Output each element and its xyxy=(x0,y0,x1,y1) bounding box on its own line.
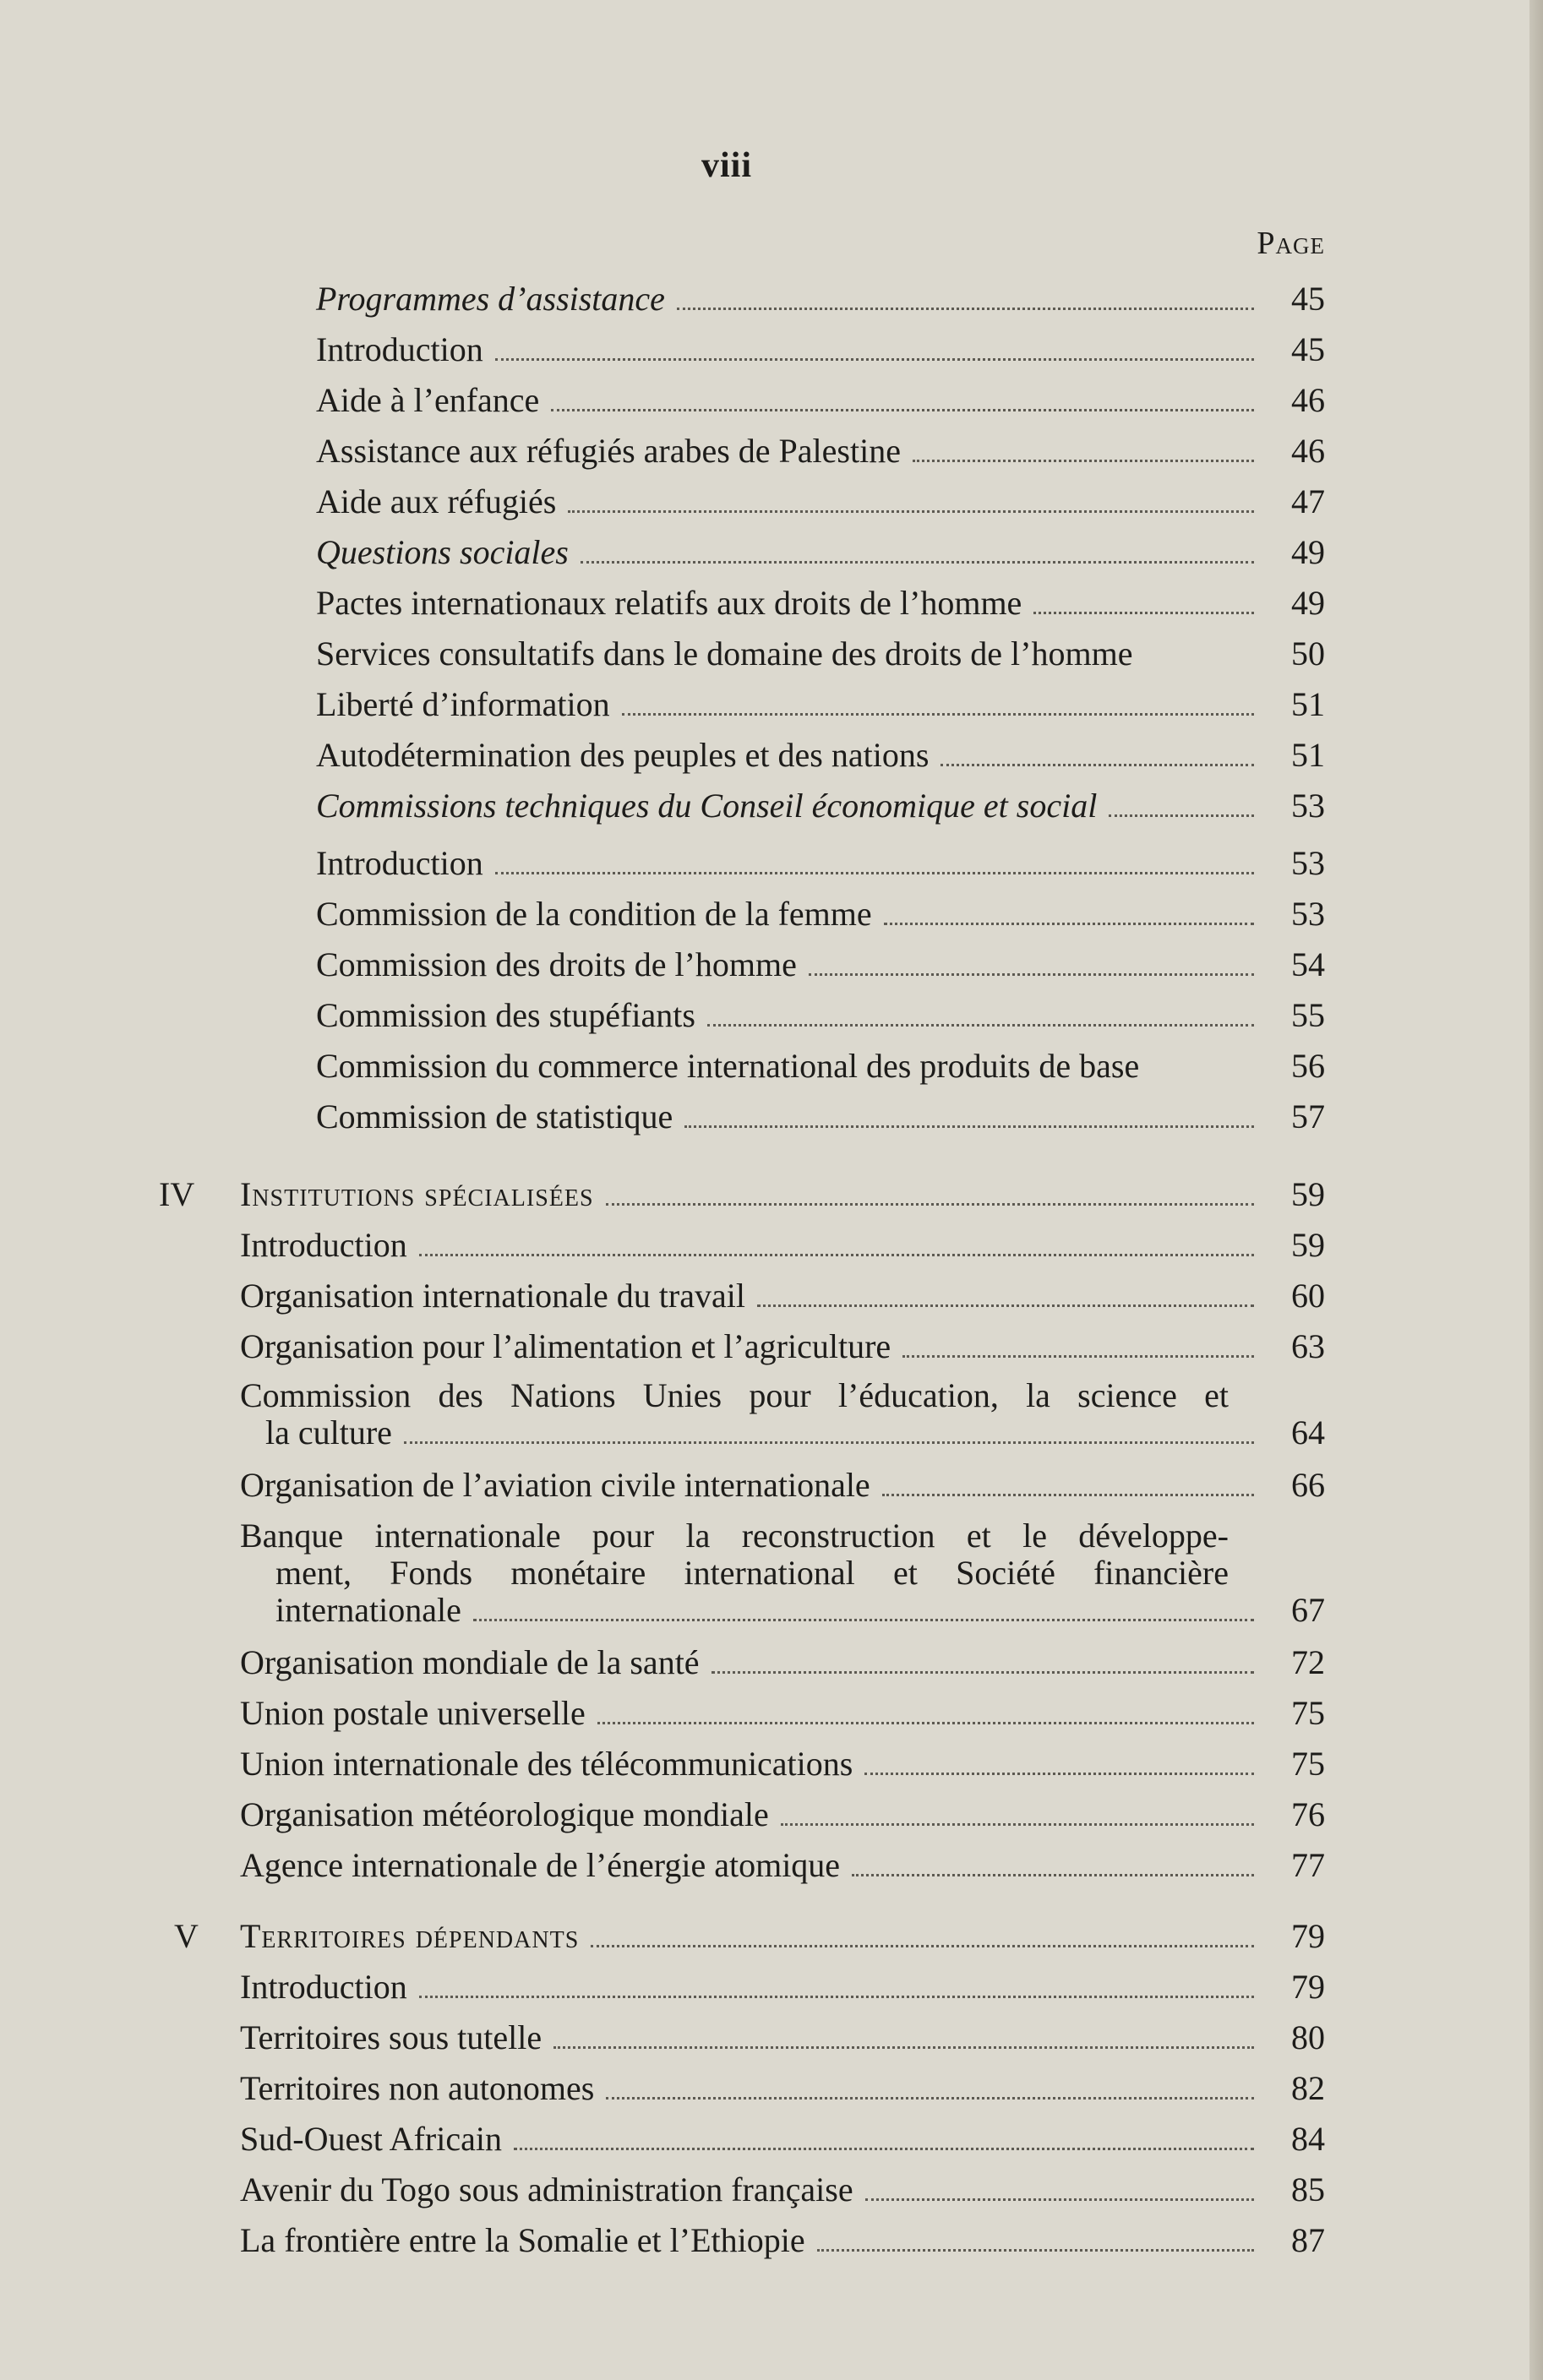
toc-entry-page: 75 xyxy=(1291,1694,1325,1732)
dot-leader xyxy=(622,713,1254,716)
dot-leader xyxy=(677,308,1254,310)
toc-entry-page: 45 xyxy=(1291,280,1325,318)
dot-leader xyxy=(684,1125,1254,1128)
dot-leader xyxy=(852,1874,1254,1876)
toc-entry-page: 87 xyxy=(1291,2221,1325,2259)
toc-entry-line: Banque internationale pour la reconstruction et le développe- xyxy=(240,1517,1229,1555)
toc-entry-title: Commission de la condition de la femme xyxy=(316,895,872,933)
dot-leader xyxy=(495,872,1254,874)
dot-leader xyxy=(865,2198,1254,2201)
toc-entry xyxy=(316,483,1325,520)
toc-entry-title: Aide aux réfugiés xyxy=(316,482,557,520)
toc-entry-page: 46 xyxy=(1291,381,1325,419)
toc-entry-title: Introduction xyxy=(316,330,483,368)
dot-leader xyxy=(514,2148,1254,2150)
toc-entry xyxy=(316,1098,1325,1136)
toc-entry xyxy=(240,1847,1325,1884)
toc-entry xyxy=(240,1467,1325,1504)
toc-entry-title: Commission du commerce international des produits de base xyxy=(316,1047,1140,1085)
toc-entry xyxy=(316,382,1325,419)
chapter-number: V xyxy=(174,1917,199,1955)
toc-entry xyxy=(240,2121,1325,2158)
toc-entry-line: ment, Fonds monétaire international et Société financière xyxy=(275,1554,1229,1592)
chapter-heading xyxy=(240,1176,1325,1213)
toc-entry-page: 79 xyxy=(1291,1968,1325,2006)
toc-entry-page: 49 xyxy=(1291,584,1325,622)
dot-leader xyxy=(941,764,1254,766)
toc-entry-title: Questions sociales xyxy=(316,533,569,571)
toc-entry-title: Commission de statistique xyxy=(316,1097,673,1136)
dot-leader xyxy=(913,460,1254,462)
toc-entry-title: Organisation météorologique mondiale xyxy=(240,1795,769,1833)
chapter-number: IV xyxy=(159,1175,195,1213)
toc-entry xyxy=(316,280,1325,318)
toc-entry xyxy=(240,1969,1325,2006)
toc-entry xyxy=(316,686,1325,723)
toc-entry-page: 47 xyxy=(1291,482,1325,520)
toc-entry xyxy=(240,1644,1325,1681)
toc-entry-page: 75 xyxy=(1291,1745,1325,1783)
toc-entry xyxy=(240,1695,1325,1732)
toc-entry xyxy=(316,946,1325,983)
toc-entry-title: la culture xyxy=(265,1413,392,1451)
toc-entry-title: Union postale universelle xyxy=(240,1694,586,1732)
toc-entry xyxy=(316,433,1325,470)
toc-entry-page: 53 xyxy=(1291,787,1325,825)
toc-entry-title: Services consultatifs dans le domaine des droits de l’homme xyxy=(316,634,1133,673)
chapter-page: 79 xyxy=(1291,1917,1325,1955)
dot-leader xyxy=(712,1671,1254,1674)
toc-entry-page: 63 xyxy=(1291,1327,1325,1365)
toc-entry-page: 53 xyxy=(1291,895,1325,933)
toc-entry-title: Union internationale des télécommunications xyxy=(240,1745,853,1783)
toc-entry-page: 46 xyxy=(1291,432,1325,470)
toc-entry-title: Organisation internationale du travail xyxy=(240,1277,745,1315)
toc-entry-page: 50 xyxy=(1291,634,1325,673)
toc-entry-page: 53 xyxy=(1291,844,1325,882)
dot-leader xyxy=(1033,612,1254,614)
chapter-title: Institutions spécialisées xyxy=(240,1175,594,1213)
toc-entry-last-line xyxy=(275,1592,1325,1629)
toc-entry-title: Organisation mondiale de la santé xyxy=(240,1643,700,1681)
dot-leader xyxy=(606,2097,1254,2100)
toc-entry xyxy=(316,896,1325,933)
toc-entry xyxy=(240,2171,1325,2208)
dot-leader xyxy=(419,1996,1254,1998)
toc-entry-title: Organisation pour l’alimentation et l’agriculture xyxy=(240,1327,891,1365)
toc-entry-title: Pactes internationaux relatifs aux droits de l’homme xyxy=(316,584,1022,622)
dot-leader xyxy=(568,510,1254,513)
toc-entry-page: 59 xyxy=(1291,1226,1325,1264)
toc-entry xyxy=(240,2222,1325,2259)
dot-leader xyxy=(809,973,1254,976)
toc-entry-title: Commission des stupéfiants xyxy=(316,996,695,1034)
dot-leader xyxy=(606,1203,1254,1206)
toc-entry xyxy=(240,1227,1325,1264)
toc-entry-page: 56 xyxy=(1291,1047,1325,1085)
dot-leader xyxy=(902,1355,1254,1358)
toc-entry-title: Introduction xyxy=(316,844,483,882)
toc-entry-page: 51 xyxy=(1291,685,1325,723)
toc-entry xyxy=(316,845,1325,882)
toc-entry xyxy=(240,1277,1325,1315)
page-column-heading: Page xyxy=(1257,226,1325,261)
toc-entry-multiline xyxy=(240,1517,1229,1555)
toc-entry-title: Introduction xyxy=(240,1968,407,2006)
dot-leader xyxy=(864,1773,1254,1775)
dot-leader xyxy=(591,1945,1254,1947)
page-folio: viii xyxy=(701,146,752,185)
dot-leader xyxy=(781,1823,1254,1826)
toc-entry-title: Autodétermination des peuples et des nations xyxy=(316,736,930,774)
toc-entry xyxy=(316,997,1325,1034)
toc-entry-title: Programmes d’assistance xyxy=(316,280,665,318)
chapter-title: Territoires dépendants xyxy=(240,1917,580,1955)
toc-entry-page: 60 xyxy=(1291,1277,1325,1315)
toc-entry-title: Avenir du Togo sous administration française xyxy=(240,2170,853,2208)
dot-leader xyxy=(404,1441,1254,1444)
toc-entry-title: Liberté d’information xyxy=(316,685,610,723)
toc-entry-multiline xyxy=(240,1377,1229,1414)
toc-entry xyxy=(316,534,1325,571)
dot-leader xyxy=(553,2046,1254,2049)
toc-entry xyxy=(316,787,1325,825)
toc-entry-title: Territoires sous tutelle xyxy=(240,2018,543,2056)
dot-leader xyxy=(495,358,1254,361)
toc-entry-last-line xyxy=(265,1414,1325,1451)
toc-entry xyxy=(316,585,1325,622)
toc-entry-title: Territoires non autonomes xyxy=(240,2069,595,2107)
toc-entry-page: 85 xyxy=(1291,2170,1325,2208)
toc-entry-page: 84 xyxy=(1291,2120,1325,2158)
dot-leader xyxy=(581,561,1254,564)
toc-entry-page: 45 xyxy=(1291,330,1325,368)
toc-entry xyxy=(240,1746,1325,1783)
toc-entry-title: Organisation de l’aviation civile internationale xyxy=(240,1466,870,1504)
toc-entry-page: 51 xyxy=(1291,736,1325,774)
dot-leader xyxy=(473,1619,1254,1621)
toc-entry-title: Commissions techniques du Conseil économique et social xyxy=(316,787,1098,825)
toc-entry-title: Commission des droits de l’homme xyxy=(316,945,797,983)
toc-entry-title: Sud-Ouest Africain xyxy=(240,2120,502,2158)
toc-entry xyxy=(316,635,1325,673)
toc-entry xyxy=(316,737,1325,774)
toc-entry-line: Commission des Nations Unies pour l’éducation, la science et xyxy=(240,1376,1229,1414)
toc-entry-page: 55 xyxy=(1291,996,1325,1034)
toc-entry xyxy=(240,2070,1325,2107)
toc-entry-page: 64 xyxy=(1291,1413,1325,1451)
chapter-heading xyxy=(240,1918,1325,1955)
toc-entry-title: Agence internationale de l’énergie atomique xyxy=(240,1846,841,1884)
toc-entry-page: 77 xyxy=(1291,1846,1325,1884)
toc-entry-page: 72 xyxy=(1291,1643,1325,1681)
dot-leader xyxy=(817,2249,1254,2252)
toc-entry xyxy=(240,1796,1325,1833)
toc-entry-page: 67 xyxy=(1291,1591,1325,1629)
toc-entry xyxy=(316,1048,1325,1085)
toc-entry-page: 57 xyxy=(1291,1097,1325,1136)
chapter-page: 59 xyxy=(1291,1175,1325,1213)
dot-leader xyxy=(551,409,1254,411)
dot-leader xyxy=(707,1024,1254,1027)
toc-entry-page: 76 xyxy=(1291,1795,1325,1833)
toc-entry-title: Assistance aux réfugiés arabes de Palestine xyxy=(316,432,901,470)
toc-entry-title: Introduction xyxy=(240,1226,407,1264)
dot-leader xyxy=(597,1722,1254,1724)
toc-entry-title: Aide à l’enfance xyxy=(316,381,540,419)
toc-entry-title: La frontière entre la Somalie et l’Ethiopie xyxy=(240,2221,805,2259)
toc-entry-page: 54 xyxy=(1291,945,1325,983)
toc-entry xyxy=(240,1328,1325,1365)
toc-entry-title: internationale xyxy=(275,1591,461,1629)
toc-entry xyxy=(240,2019,1325,2056)
dot-leader xyxy=(1109,814,1254,817)
toc-entry xyxy=(316,331,1325,368)
toc-entry-page: 49 xyxy=(1291,533,1325,571)
toc-entry-page: 82 xyxy=(1291,2069,1325,2107)
dot-leader xyxy=(884,923,1254,925)
toc-entry-multiline xyxy=(275,1555,1229,1592)
dot-leader xyxy=(757,1304,1254,1307)
dot-leader xyxy=(419,1254,1254,1256)
dot-leader xyxy=(882,1494,1254,1496)
toc-entry-page: 66 xyxy=(1291,1466,1325,1504)
toc-entry-page: 80 xyxy=(1291,2018,1325,2056)
